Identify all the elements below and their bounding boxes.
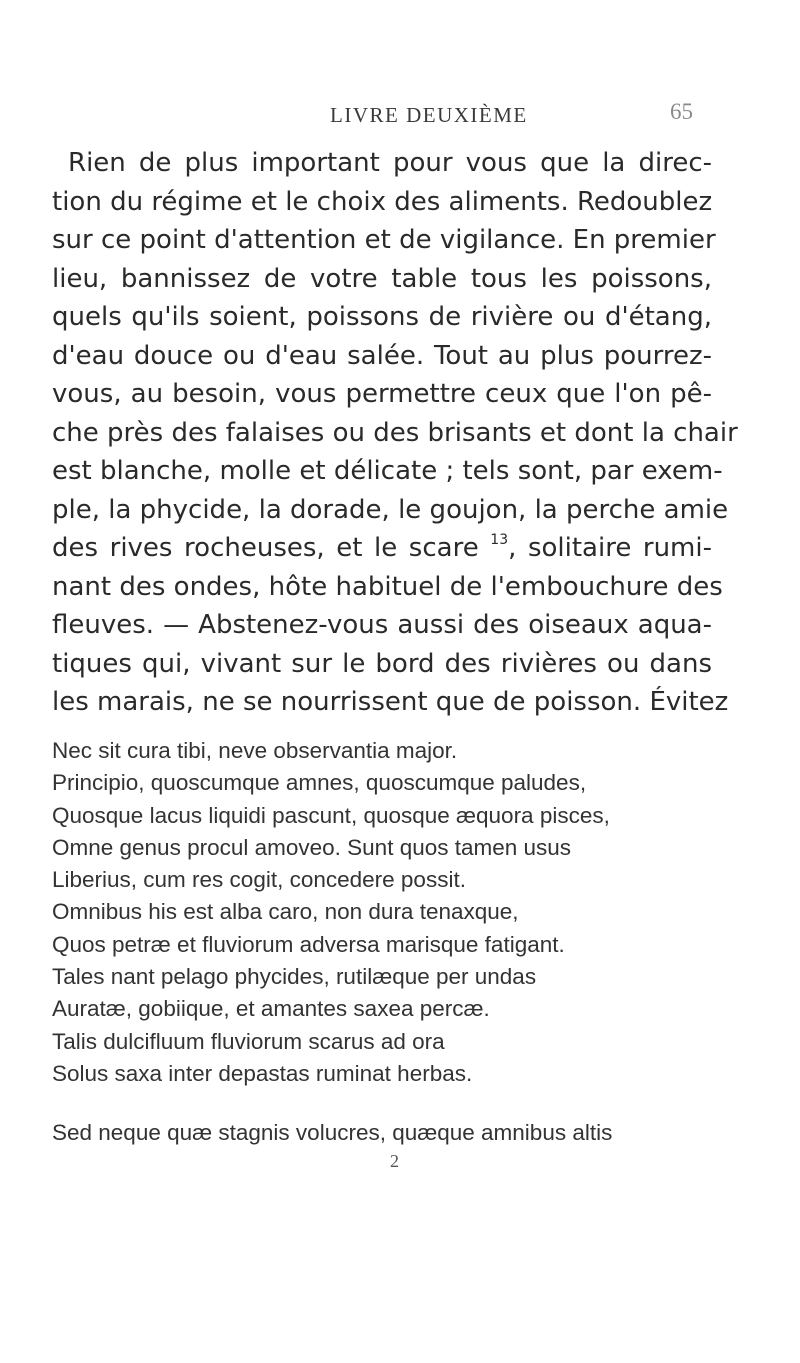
prose-line-head: des rives rocheuses, et le scare — [52, 533, 479, 563]
verse-line: Nec sit cura tibi, neve observantia major. — [52, 738, 458, 763]
prose-line: vous, au besoin, vous permettre ceux que l'on pê- — [52, 379, 712, 409]
prose-line: nant des ondes, hôte habituel de l'embouchure des — [52, 571, 723, 602]
verse-line: Auratæ, gobiique, et amantes saxea percæ. — [52, 996, 490, 1022]
prose-line: quels qu'ils soient, poissons de rivière ou d'étang, — [52, 302, 712, 332]
verse-line: Principio, quoscumque amnes, quoscumque paludes, — [52, 770, 587, 796]
verse-line: Liberius, cum res cogit, concedere possit. — [52, 867, 466, 893]
page-header — [0, 99, 800, 133]
prose-line: che près des falaises ou des brisants et dont la chair — [52, 417, 738, 448]
prose-line: tiques qui, vivant sur le bord des rivières ou dans — [52, 648, 712, 679]
prose-line-tail: , solitaire rumi- — [508, 533, 712, 563]
verse-line: Quosque lacus liquidi pascunt, quosque æquora pisces, — [52, 802, 610, 828]
verse-line: Omnibus his est alba caro, non dura tenaxque, — [52, 899, 519, 925]
verse-last-line: Sed neque quæ stagnis volucres, quæque amnibus altis — [52, 1120, 613, 1145]
verse-line: Talis dulcifluum fluviorum scarus ad ora — [52, 1028, 445, 1054]
signature-mark: 2 — [390, 1151, 399, 1171]
verse-line: Omne genus procul amoveo. Sunt quos tamen usus — [52, 834, 572, 860]
verse-line: Solus saxa inter depastas ruminat herbas. — [52, 1060, 473, 1086]
page-number: 65 — [670, 99, 693, 124]
prose-paragraph — [52, 144, 738, 722]
verse-line: Quos petræ et fluviorum adversa marisque fatigant. — [52, 931, 565, 957]
prose-line: est blanche, molle et délicate ; tels sont, par exem- — [52, 456, 723, 486]
prose-line: d'eau douce ou d'eau salée. Tout au plus pourrez- — [52, 340, 712, 371]
verse-line: Tales nant pelago phycides, rutilæque per undas — [52, 964, 537, 990]
prose-line: sur ce point d'attention et de vigilance. En premier — [52, 225, 716, 255]
note-reference: 13 — [490, 532, 509, 548]
prose-line: les marais, ne se nourrissent que de poisson. Évitez — [52, 687, 729, 717]
latin-verse — [52, 735, 732, 1090]
prose-line-with-note — [52, 529, 712, 568]
prose-line: tion du régime et le choix des aliments. Redoublez — [52, 186, 713, 217]
prose-line: ple, la phycide, la dorade, le goujon, la perche amie — [52, 494, 729, 525]
prose-line: Rien de plus important pour vous que la direc- — [68, 148, 712, 178]
prose-line: fleuves. — Abstenez-vous aussi des oiseaux aqua- — [52, 610, 712, 640]
prose-line: lieu, bannissez de votre table tous les poissons, — [52, 263, 712, 294]
running-head: LIVRE DEUXIÈME — [330, 103, 528, 127]
